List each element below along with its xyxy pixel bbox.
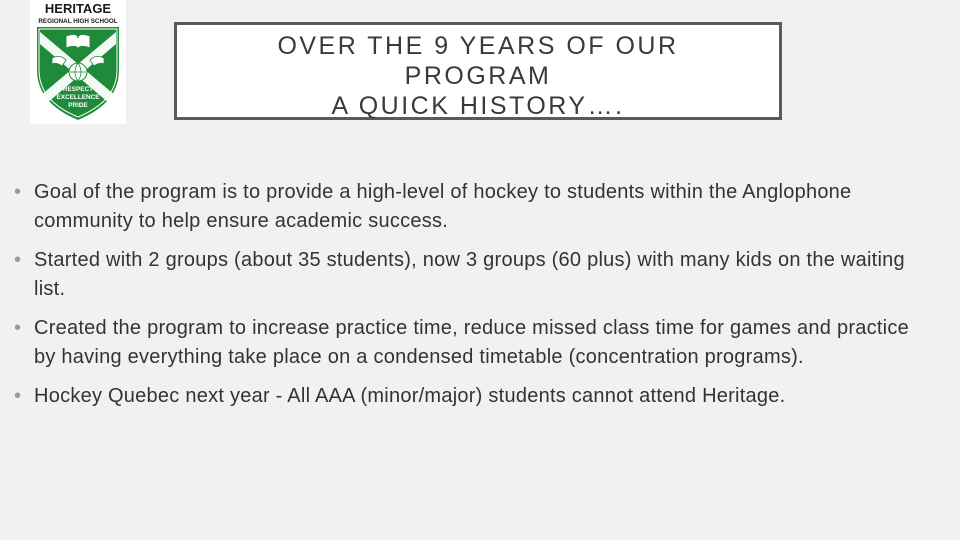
bullet-list (14, 178, 914, 421)
bullet-marker: • (14, 385, 22, 407)
slide-title-line-2: PROGRAM (404, 62, 552, 90)
bullet-marker: • (14, 181, 22, 203)
logo-motto-line3: PRIDE (68, 102, 88, 109)
bullet-item (14, 246, 914, 304)
bullet-text: Started with 2 groups (about 35 students), now 3 groups (60 plus) with many kids on the waiting list. (34, 249, 905, 300)
slide-title-box (174, 22, 782, 120)
heritage-crest-icon (30, 0, 126, 124)
bullet-item (14, 314, 914, 372)
logo-motto-line1: RESPECT (62, 86, 94, 93)
school-logo (30, 0, 126, 124)
logo-motto-line2: EXCELLENCE (56, 94, 100, 101)
logo-school-subtitle: REGIONAL HIGH SCHOOL (38, 18, 118, 25)
bullet-text: Created the program to increase practice time, reduce missed class time for games and practice by having everything take place on a condensed timetable (concentration programs). (34, 317, 909, 368)
bullet-marker: • (14, 317, 22, 339)
bullet-item (14, 178, 914, 236)
logo-school-name: HERITAGE (44, 1, 112, 16)
slide-title-line-1: OVER THE 9 YEARS OF OUR (277, 32, 679, 60)
bullet-marker: • (14, 249, 22, 271)
bullet-text: Goal of the program is to provide a high-level of hockey to students within the Anglophone community to help ensure academic success. (34, 181, 852, 232)
bullet-text: Hockey Quebec next year - All AAA (minor/major) students cannot attend Heritage. (34, 385, 786, 407)
slide-title-line-3: A QUICK HISTORY…. (331, 92, 625, 120)
bullet-item (14, 382, 914, 411)
